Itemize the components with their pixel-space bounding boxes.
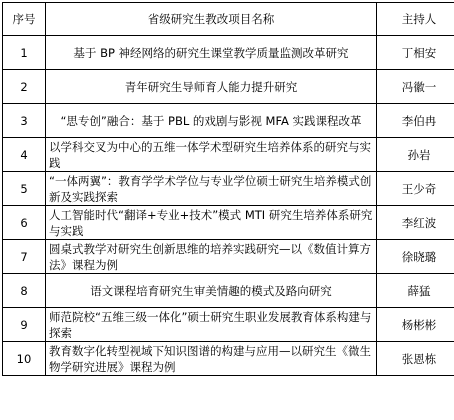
table-header	[3, 3, 454, 36]
table-row	[3, 138, 454, 172]
row-host: 徐晓璐	[377, 240, 454, 274]
row-number: 3	[3, 104, 46, 138]
row-number: 1	[3, 36, 46, 70]
row-project-title: 人工智能时代“翻译+专业+技术”模式 MTI 研究生培养体系研究与实践	[46, 206, 377, 240]
table-row	[3, 36, 454, 70]
row-project-title: 教育数字化转型视域下知识图谱的构建与应用—以研究生《微生物学研究进展》课程为例	[46, 342, 377, 376]
row-number: 8	[3, 274, 46, 308]
table-row	[3, 240, 454, 274]
table-row	[3, 206, 454, 240]
table-row	[3, 104, 454, 138]
row-number: 4	[3, 138, 46, 172]
table-row	[3, 342, 454, 376]
row-host: 孙岩	[377, 138, 454, 172]
table-row	[3, 308, 454, 342]
header-row	[3, 3, 454, 36]
row-project-title: 以学科交叉为中心的五维一体学术型研究生培养体系的研究与实践	[46, 138, 377, 172]
row-project-title: “思专创”融合：基于 PBL 的戏剧与影视 MFA 实践课程改革	[46, 104, 377, 138]
table-body	[3, 36, 454, 376]
table-row	[3, 172, 454, 206]
row-host: 冯徽一	[377, 70, 454, 104]
row-project-title: 基于 BP 神经网络的研究生课堂教学质量监测改革研究	[46, 36, 377, 70]
row-number: 6	[3, 206, 46, 240]
projects-table	[2, 2, 454, 376]
row-number: 9	[3, 308, 46, 342]
row-project-title: “一体两翼”：教育学学术学位与专业学位硕士研究生培养模式创新及实践探索	[46, 172, 377, 206]
row-host: 李红波	[377, 206, 454, 240]
row-number: 5	[3, 172, 46, 206]
row-project-title: 师范院校“五维三级一体化”硕士研究生职业发展教育体系构建与探索	[46, 308, 377, 342]
header-title: 省级研究生教改项目名称	[46, 3, 377, 36]
header-host: 主持人	[377, 3, 454, 36]
row-host: 李伯冉	[377, 104, 454, 138]
row-host: 王少奇	[377, 172, 454, 206]
row-host: 薛猛	[377, 274, 454, 308]
row-host: 丁相安	[377, 36, 454, 70]
table-row	[3, 70, 454, 104]
row-host: 杨彬彬	[377, 308, 454, 342]
header-number: 序号	[3, 3, 46, 36]
row-project-title: 语文课程培育研究生审美情趣的模式及路向研究	[46, 274, 377, 308]
row-number: 10	[3, 342, 46, 376]
row-host: 张恩栋	[377, 342, 454, 376]
row-project-title: 圆桌式教学对研究生创新思维的培养实践研究—以《数值计算方法》课程为例	[46, 240, 377, 274]
table-row	[3, 274, 454, 308]
row-project-title: 青年研究生导师育人能力提升研究	[46, 70, 377, 104]
row-number: 7	[3, 240, 46, 274]
row-number: 2	[3, 70, 46, 104]
